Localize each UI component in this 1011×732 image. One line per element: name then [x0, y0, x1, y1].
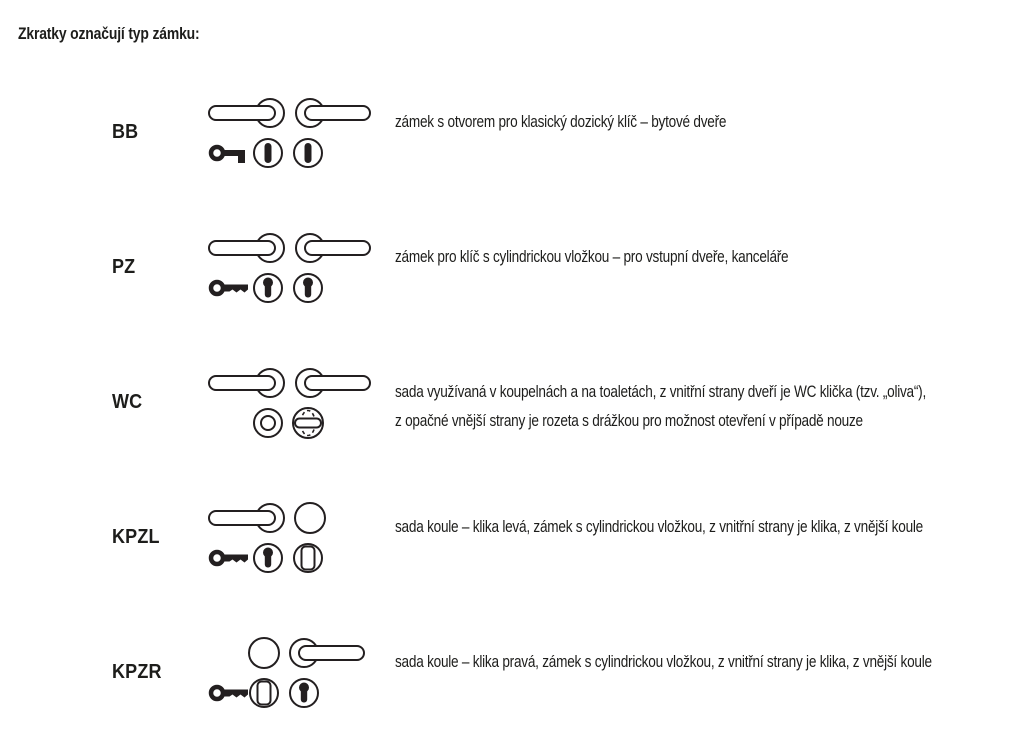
- lock-set-illustration-wc: [206, 365, 378, 445]
- bit-key-icon: [211, 147, 245, 163]
- cylinder-keyhole-rosette-icon: [290, 679, 318, 707]
- lever-handle-right-icon: [296, 234, 370, 262]
- lock-type-row-bb: [0, 95, 1011, 175]
- lock-set-illustration-pz: [206, 230, 378, 310]
- lock-type-row-kpzl: [0, 500, 1011, 580]
- lever-handle-left-icon: [209, 234, 284, 262]
- lock-description: sada využívaná v koupelnách a na toaletách, z vnitřní strany dveří je WC klička (tzv. „oliva“), z opačné vnější strany je rozeta s drážkou pro možnost otevření v případě nouze: [395, 382, 927, 430]
- lever-handle-left-icon: [209, 504, 284, 532]
- lock-set-illustration-kpzl: [206, 500, 378, 580]
- lever-handle-right-icon: [290, 639, 364, 667]
- bb-keyhole-rosette-icon: [294, 139, 322, 167]
- lock-description: sada koule – klika levá, zámek s cylindrickou vložkou, z vnitřní strany je klika, z vnější koule: [395, 517, 923, 536]
- cylinder-key-icon: [211, 552, 248, 564]
- cylinder-keyhole-rosette-icon: [254, 274, 282, 302]
- lever-handle-left-icon: [209, 369, 284, 397]
- lever-handle-right-icon: [296, 99, 370, 127]
- bb-keyhole-rosette-icon: [254, 139, 282, 167]
- lock-code-label: KPZL: [112, 526, 160, 548]
- lock-type-row-kpzr: [0, 635, 1011, 715]
- knob-icon: [295, 503, 325, 533]
- wc-oliva-rosette-icon: [293, 408, 323, 438]
- lock-description: zámek s otvorem pro klasický dozický klíč – bytové dveře: [395, 112, 727, 131]
- lever-handle-right-icon: [296, 369, 370, 397]
- lock-set-illustration-bb: [206, 95, 378, 175]
- cylinder-key-icon: [211, 282, 248, 294]
- knob-icon: [249, 638, 279, 668]
- lock-code-label: WC: [112, 391, 143, 413]
- cylinder-keyhole-rosette-icon: [294, 274, 322, 302]
- cylinder-keyhole-rosette-icon: [254, 544, 282, 572]
- blind-rosette-icon: [294, 544, 322, 572]
- cylinder-key-icon: [211, 687, 248, 699]
- lock-code-label: BB: [112, 121, 139, 143]
- lock-type-row-wc: [0, 365, 1011, 445]
- blind-rosette-icon: [250, 679, 278, 707]
- lock-code-label: PZ: [112, 256, 136, 278]
- lock-type-row-pz: [0, 230, 1011, 310]
- lock-set-illustration-kpzr: [206, 635, 378, 715]
- page-title: Zkratky označují typ zámku:: [18, 24, 200, 43]
- lock-description: zámek pro klíč s cylindrickou vložkou – pro vstupní dveře, kanceláře: [395, 247, 789, 266]
- lever-handle-left-icon: [209, 99, 284, 127]
- groove-rosette-icon: [254, 409, 282, 437]
- lock-code-label: KPZR: [112, 661, 162, 683]
- lock-description: sada koule – klika pravá, zámek s cylindrickou vložkou, z vnitřní strany je klika, z vnější koule: [395, 652, 932, 671]
